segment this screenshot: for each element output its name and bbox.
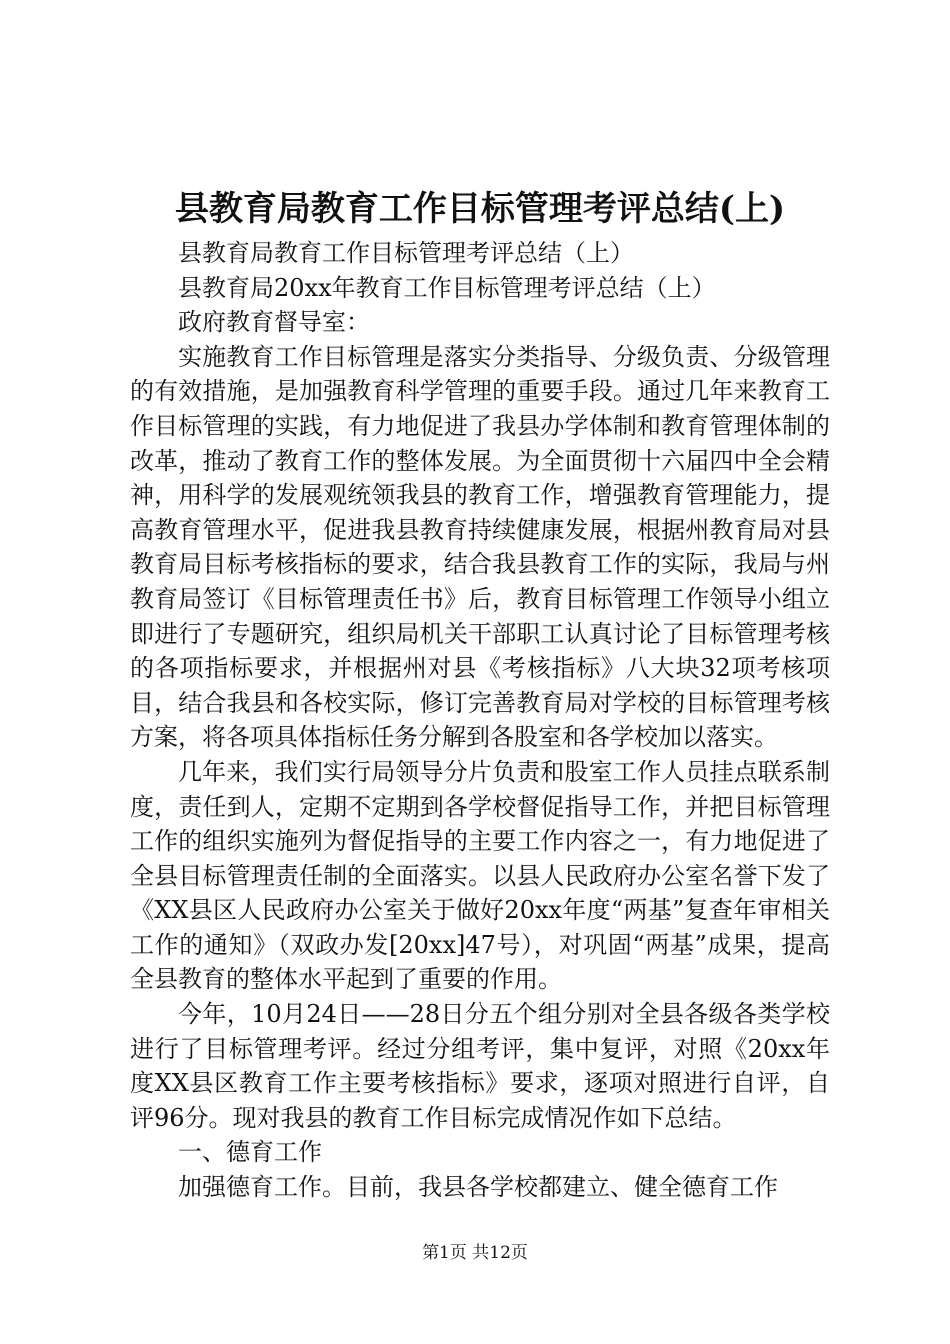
body-paragraph: 几年来，我们实行局领导分片负责和股室工作人员挂点联系制度，责任到人，定期不定期到各学校督促指导工作，并把目标管理工作的组织实施列为督促指导的主要工作内容之一，有力地促进了全县目标管理责任制的全面落实。以县人民政府办公室名誉下发了《XX县区人民政府办公室关于做好20xx年度“两基”复查年审相关工作的通知》（双政办发[20xx]47号），对巩固“两基”成果，提高全县教育的整体水平起到了重要的作用。 [130,757,830,994]
document-body [130,236,830,1205]
report-title-line: 县教育局20xx年教育工作目标管理考评总结（上） [178,273,716,302]
page-footer: 第1页 共12页 [422,1243,528,1263]
body-paragraph: 今年，10月24日——28日分五个组分别对全县各级各类学校进行了目标管理考评。经过分组考评，集中复评，对照《20xx年度XX县区教育工作主要考核指标》要求，逐项对照进行自评，自评96分。现对我县的教育工作目标完成情况作如下总结。 [130,1000,830,1132]
document-title: 县教育局教育工作目标管理考评总结(上) [174,189,786,229]
salutation-line: 政府教育督导室： [178,308,370,337]
section-heading: 一、德育工作 [178,1138,322,1167]
body-paragraph: 实施教育工作目标管理是落实分类指导、分级负责、分级管理的有效措施，是加强教育科学管理的重要手段。通过几年来教育工作目标管理的实践，有力地促进了我县办学体制和教育管理体制的改革，推动了教育工作的整体发展。为全面贯彻十六届四中全会精神，用科学的发展观统领我县的教育工作，增强教育管理能力，提高教育管理水平，促进我县教育持续健康发展，根据州教育局对县教育局目标考核指标的要求，结合我县教育工作的实际，我局与州教育局签订《目标管理责任书》后，教育目标管理工作领导小组立即进行了专题研究，组织局机关干部职工认真讨论了目标管理考核的各项指标要求，并根据州对县《考核指标》八大块32项考核项目，结合我县和各校实际，修订完善教育局对学校的目标管理考核方案，将各项具体指标任务分解到各股室和各学校加以落实。 [130,342,830,752]
body-paragraph: 加强德育工作。目前，我县各学校都建立、健全德育工作 [178,1173,778,1202]
subtitle-line: 县教育局教育工作目标管理考评总结（上） [178,239,634,267]
